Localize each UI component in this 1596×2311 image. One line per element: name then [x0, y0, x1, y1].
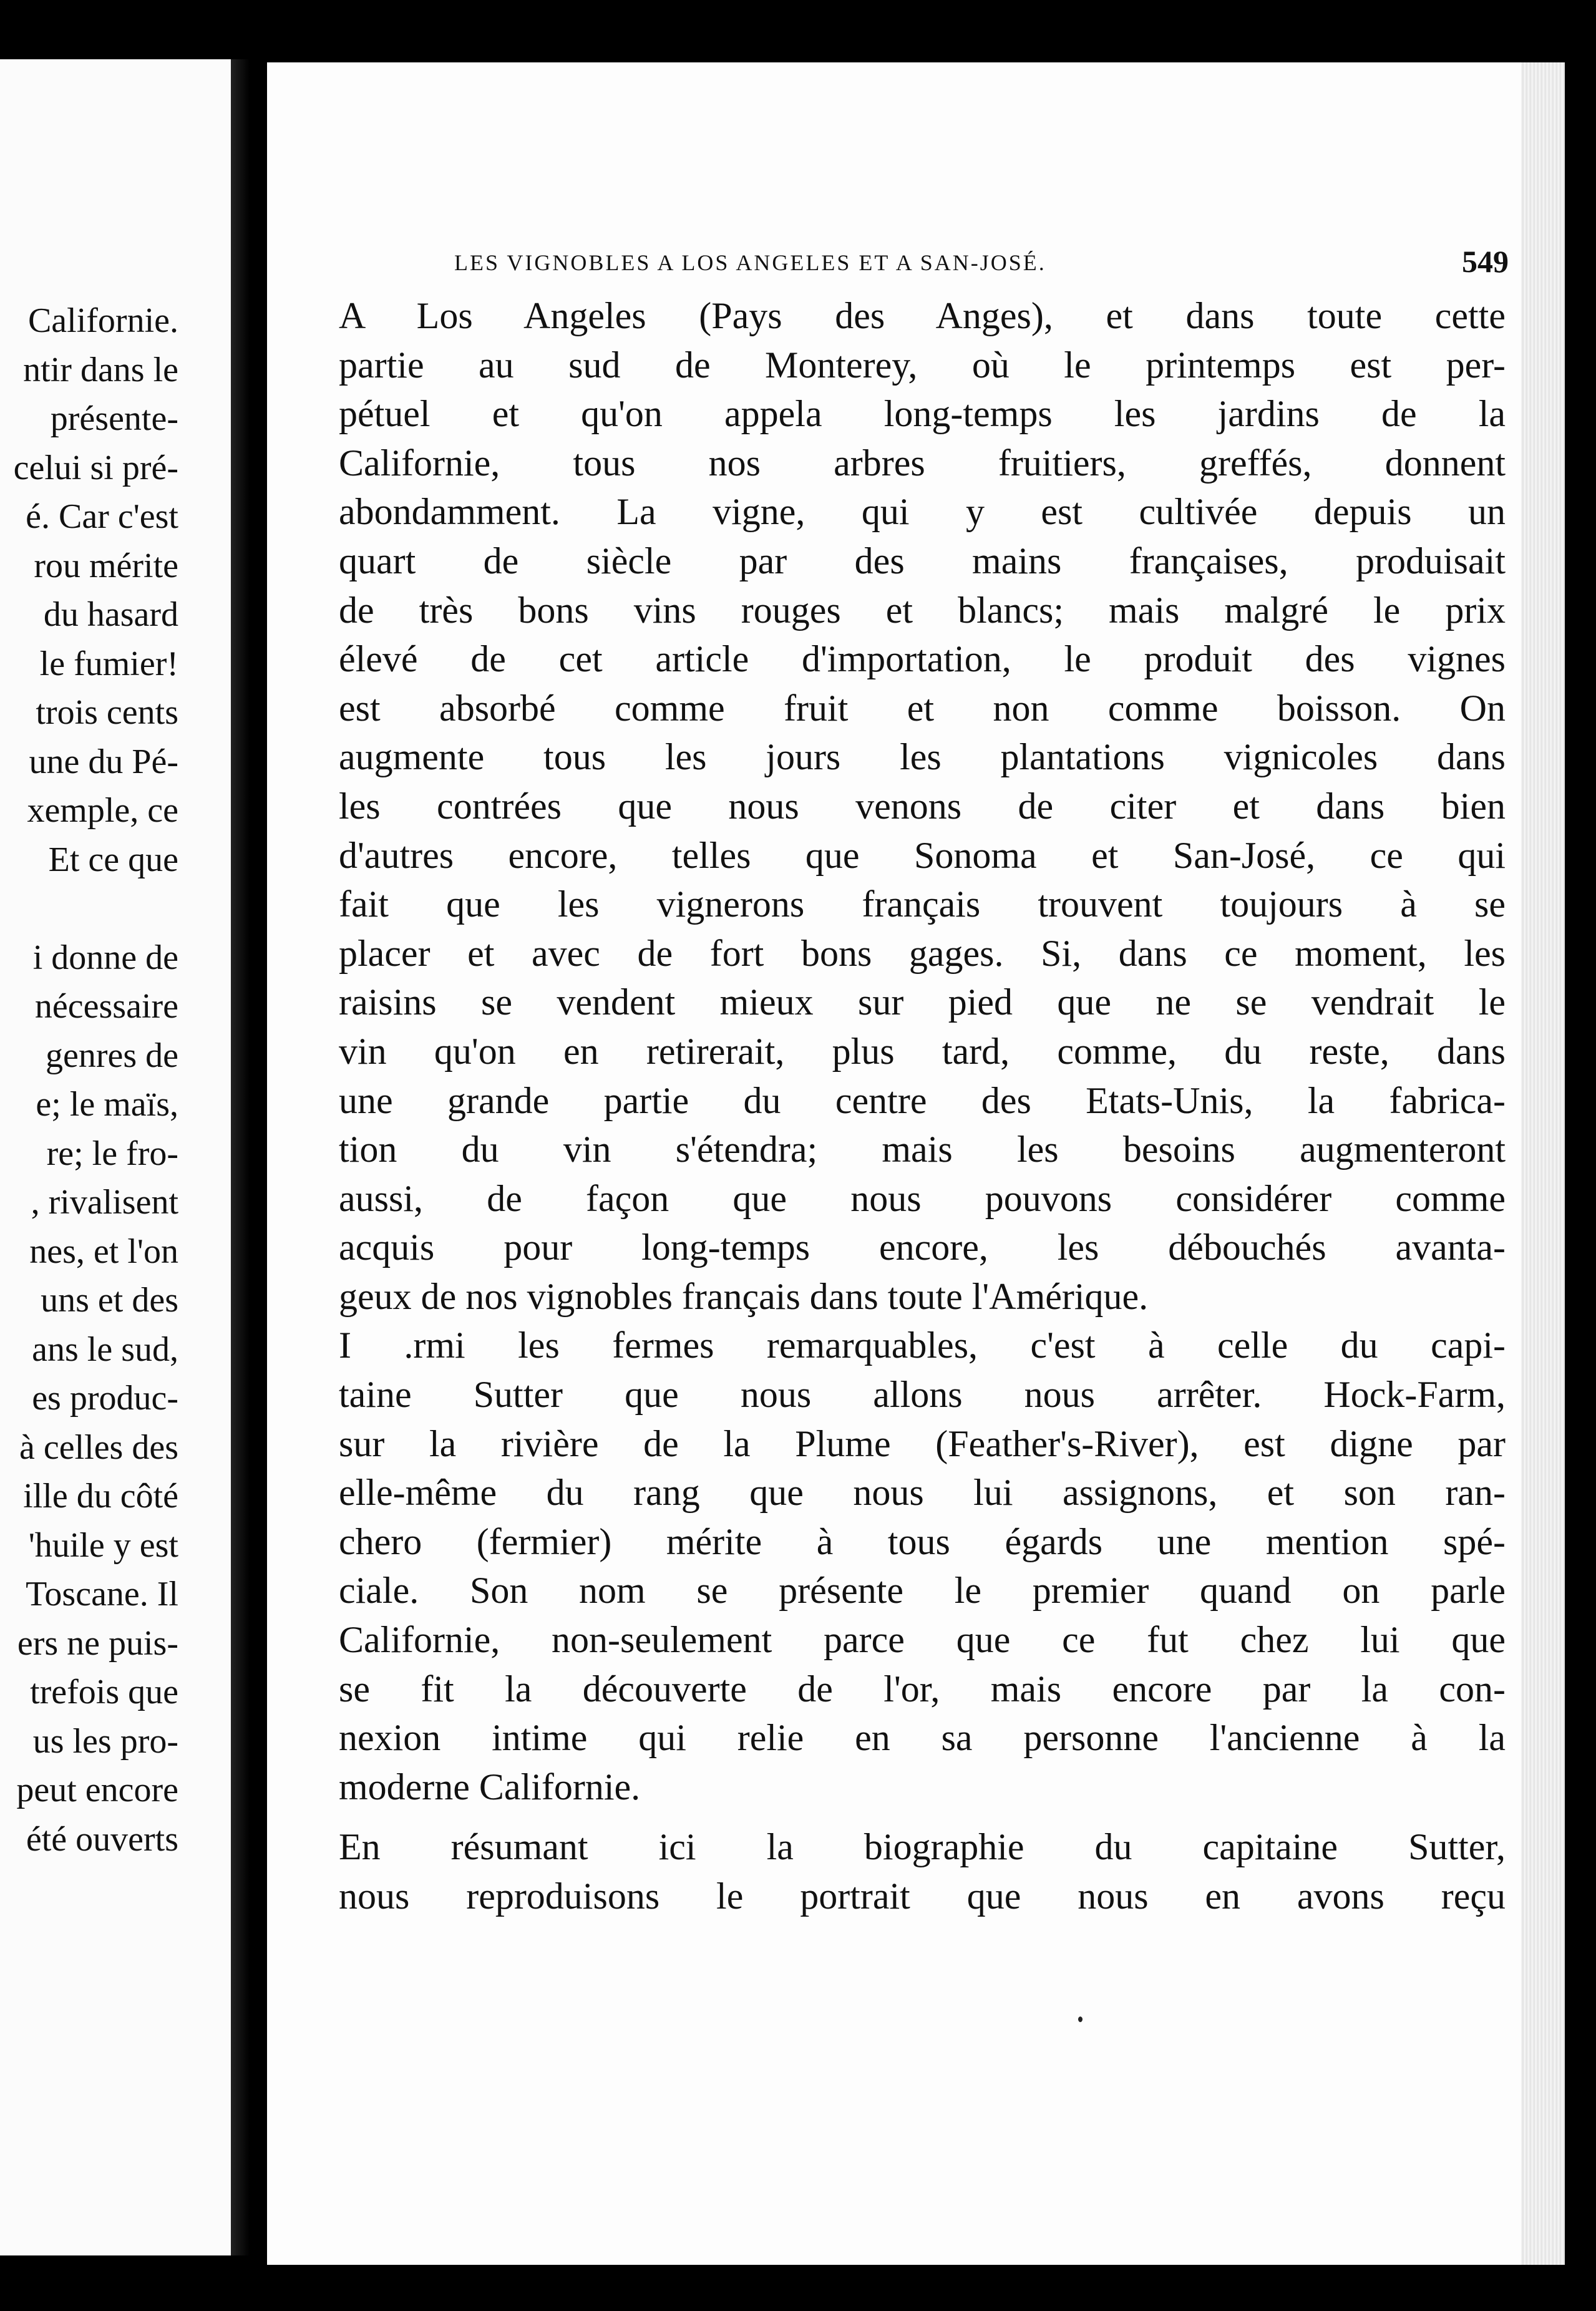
text-line: du hasard — [43, 595, 178, 634]
text-line: augmente tous les jours les plantations vignicoles dans — [339, 736, 1506, 778]
text-line: à celles des — [19, 1428, 178, 1467]
text-line: est absorbé comme fruit et non comme boisson. On — [339, 687, 1506, 729]
text-line: Toscane. Il — [26, 1575, 178, 1613]
text-line: élevé de cet article d'importation, le produit des vignes — [339, 638, 1506, 680]
text-line: uns et des — [41, 1281, 178, 1320]
text-line: e; le maïs, — [36, 1085, 178, 1124]
body-text — [339, 291, 1506, 1921]
text-line: En résumant ici la biographie du capitaine Sutter, — [339, 1826, 1506, 1868]
text-line: Californie, tous nos arbres fruitiers, greffés, donnent — [339, 442, 1506, 484]
text-line: ciale. Son nom se présente le premier quand on parle — [339, 1570, 1506, 1612]
previous-page-text — [14, 296, 178, 1864]
previous-page — [0, 59, 236, 2255]
text-line: de très bons vins rouges et blancs; mais malgré le prix — [339, 589, 1506, 631]
text-line: acquis pour long-temps encore, les débouchés avanta- — [339, 1227, 1506, 1268]
text-line: chero (fermier) mérite à tous égards une mention spé- — [339, 1520, 1506, 1562]
blank-line — [14, 884, 178, 933]
text-line: quart de siècle par des mains françaises, produisait — [339, 540, 1506, 581]
text-line: été ouverts — [26, 1819, 178, 1859]
ink-speck — [1078, 2017, 1083, 2022]
text-line: ans le sud, — [32, 1330, 178, 1369]
text-line: aussi, de façon que nous pouvons considérer comme — [339, 1177, 1506, 1219]
text-line: ille du côté — [23, 1477, 178, 1516]
text-line: tion du vin s'étendra; mais les besoins augmenteront — [339, 1129, 1506, 1170]
text-line: nous reproduisons le portrait que nous en avons reçu — [339, 1876, 1506, 1917]
text-line: trois cents — [36, 693, 178, 732]
text-line: fait que les vignerons français trouvent toujours à se — [339, 883, 1506, 925]
text-line: A Los Angeles (Pays des Anges), et dans toute cette — [339, 295, 1506, 336]
text-line: trefois que — [30, 1673, 178, 1711]
text-line: une du Pé- — [29, 742, 178, 781]
text-line: nes, et l'on — [29, 1232, 178, 1271]
text-line: le fumier! — [39, 644, 178, 683]
text-line: genres de — [45, 1036, 178, 1075]
text-line: nexion intime qui relie en sa personne l'ancienne à la — [339, 1717, 1506, 1759]
text-line: elle-même du rang que nous lui assignons, et son ran- — [339, 1472, 1506, 1514]
text-line: vin qu'on en retirerait, plus tard, comme, du reste, dans — [339, 1030, 1506, 1072]
text-line: us les pro- — [32, 1721, 178, 1761]
text-line: i donne de — [32, 938, 178, 977]
text-line: présente- — [50, 399, 178, 438]
text-line: Californie, non-seulement parce que ce fut chez lui que — [339, 1619, 1506, 1661]
text-line: xemple, ce — [27, 791, 178, 830]
text-line: Californie. — [27, 301, 178, 340]
text-line: re; le fro- — [46, 1134, 178, 1173]
text-line: les contrées que nous venons de citer et dans bien — [339, 785, 1506, 827]
text-line: partie au sud de Monterey, où le printemps est per- — [339, 344, 1506, 386]
running-head — [454, 243, 1509, 281]
text-line: celui si pré- — [13, 448, 178, 487]
book-gutter — [231, 59, 250, 2255]
page-edge — [1521, 62, 1565, 2265]
text-line: nécessaire — [34, 987, 178, 1026]
text-line: d'autres encore, telles que Sonoma et San-José, ce qui — [339, 834, 1506, 876]
current-page — [267, 62, 1565, 2265]
page-number: 549 — [1462, 244, 1509, 279]
text-line: une grande partie du centre des Etats-Unis, la fabrica- — [339, 1079, 1506, 1121]
text-line: é. Car c'est — [26, 497, 178, 536]
text-line: , rivalisent — [31, 1183, 178, 1222]
text-line: taine Sutter que nous allons nous arrêter. Hock-Farm, — [339, 1374, 1506, 1416]
text-line: se fit la découverte de l'or, mais encore par la con- — [339, 1668, 1506, 1710]
text-line: 'huile y est — [28, 1525, 178, 1565]
text-line: peut encore — [16, 1771, 178, 1809]
text-line: Et ce que — [48, 840, 178, 879]
text-line: es produc- — [32, 1379, 178, 1418]
text-line: rou mérite — [34, 546, 178, 585]
running-title: LES VIGNOBLES A LOS ANGELES ET A SAN-JOSÉ. — [454, 250, 1046, 275]
text-line: I .rmi les fermes remarquables, c'est à celle du capi- — [339, 1325, 1506, 1366]
text-line: sur la rivière de la Plume (Feather's-River), est digne par — [339, 1423, 1506, 1464]
text-line: raisins se vendent mieux sur pied que ne se vendrait le — [339, 981, 1506, 1023]
text-line: ers ne puis- — [17, 1623, 178, 1663]
text-line: placer et avec de fort bons gages. Si, dans ce moment, les — [339, 932, 1506, 974]
text-line: ntir dans le — [23, 350, 178, 389]
text-line: geux de nos vignobles français dans toute l'Amérique. — [339, 1275, 1149, 1317]
text-line: abondamment. La vigne, qui y est cultivée depuis un — [339, 491, 1506, 533]
text-line: moderne Californie. — [339, 1766, 641, 1807]
text-line: pétuel et qu'on appela long-temps les jardins de la — [339, 393, 1506, 435]
